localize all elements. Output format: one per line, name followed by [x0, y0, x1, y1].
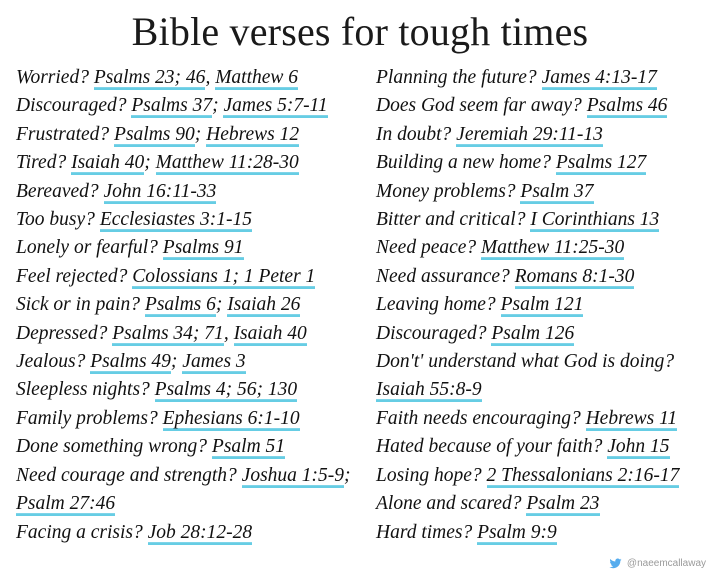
- verse-entry: [376, 405, 714, 433]
- page-title: Bible verses for tough times: [131, 9, 589, 54]
- verse-entry: [16, 206, 360, 234]
- scripture-reference-link[interactable]: Psalms 34; 71: [112, 322, 224, 344]
- verse-entry: [16, 149, 360, 177]
- verse-entry: [16, 519, 360, 547]
- verse-entry: [16, 348, 360, 376]
- verse-prompt: Too busy?: [16, 209, 95, 231]
- verse-prompt: Planning the future?: [376, 67, 537, 88]
- verse-prompt: Feel rejected?: [16, 265, 128, 287]
- verse-entry: [376, 320, 714, 348]
- verse-prompt: Depressed?: [16, 322, 108, 344]
- scripture-reference-link[interactable]: Psalm 27:46: [16, 493, 116, 515]
- scripture-reference-link[interactable]: Psalm 121: [500, 294, 584, 316]
- verse-prompt: Done something wrong?: [16, 436, 208, 458]
- scripture-reference-link[interactable]: Jeremiah 29:11-13: [456, 123, 603, 145]
- verse-entry: [16, 433, 360, 461]
- scripture-reference-link[interactable]: Matthew 6: [215, 67, 299, 88]
- verse-prompt: Discouraged?: [376, 322, 487, 344]
- verse-prompt: In doubt?: [376, 123, 452, 145]
- verse-separator: ;: [170, 351, 183, 373]
- verse-prompt: Lonely or fearful?: [16, 237, 158, 259]
- scripture-reference-link[interactable]: Hebrews 11: [585, 407, 678, 429]
- verse-prompt: Jealous?: [16, 351, 86, 373]
- scripture-reference-link[interactable]: Matthew 11:25-30: [481, 237, 625, 259]
- scripture-reference-link[interactable]: John 16:11-33: [103, 180, 217, 202]
- verse-separator: ,: [223, 322, 234, 344]
- verse-entry: [16, 178, 360, 206]
- verse-entry: [376, 433, 714, 461]
- scripture-reference-link[interactable]: Psalms 127: [555, 152, 647, 174]
- scripture-reference-link[interactable]: John 15: [607, 436, 670, 458]
- verse-columns: [10, 64, 710, 547]
- verse-prompt: Hated because of your faith?: [376, 436, 603, 458]
- verse-separator: ,: [205, 67, 216, 88]
- verse-separator: ;: [215, 294, 228, 316]
- scripture-reference-link[interactable]: Psalms 46: [586, 95, 668, 117]
- verse-prompt: Family problems?: [16, 407, 158, 429]
- verse-prompt: Need peace?: [376, 237, 477, 259]
- scripture-reference-link[interactable]: Psalm 37: [520, 180, 594, 202]
- verse-prompt: Sleepless nights?: [16, 379, 150, 401]
- scripture-reference-link[interactable]: Isaiah 40: [71, 152, 145, 174]
- scripture-reference-link[interactable]: Isaiah 55:8-9: [376, 379, 482, 401]
- verse-column-left: [10, 64, 360, 547]
- verse-prompt: Hard times?: [376, 521, 473, 543]
- verse-column-right: [364, 64, 714, 547]
- verse-separator: ;: [144, 152, 156, 174]
- scripture-reference-link[interactable]: Psalms 23; 46: [93, 67, 206, 88]
- scripture-reference-link[interactable]: James 4:13-17: [541, 67, 657, 88]
- verse-prompt: Bereaved?: [16, 180, 99, 202]
- scripture-reference-link[interactable]: Psalm 51: [211, 436, 286, 458]
- verse-prompt: Worried?: [16, 67, 89, 88]
- scripture-reference-link[interactable]: Psalms 49: [90, 351, 171, 373]
- scripture-reference-link[interactable]: Job 28:12-28: [147, 521, 253, 543]
- scripture-reference-link[interactable]: Ephesians 6:1-10: [162, 407, 300, 429]
- scripture-reference-link[interactable]: Psalms 6: [144, 294, 216, 316]
- verse-prompt: Leaving home?: [376, 294, 496, 316]
- verse-entry: [376, 64, 714, 92]
- verse-entry: [16, 405, 360, 433]
- verse-prompt: Frustrated?: [16, 123, 110, 145]
- scripture-reference-link[interactable]: Romans 8:1-30: [514, 265, 635, 287]
- verse-prompt: Does God seem far away?: [376, 95, 582, 117]
- verse-entry: [376, 178, 714, 206]
- verse-entry: [376, 519, 714, 547]
- verse-prompt: Discouraged?: [16, 95, 127, 117]
- scripture-reference-link[interactable]: Ecclesiastes 3:1-15: [99, 209, 252, 231]
- verse-separator: ;: [194, 123, 207, 145]
- verse-prompt: Alone and scared?: [376, 493, 522, 515]
- verse-entry: [376, 149, 714, 177]
- verse-separator: ;: [344, 464, 351, 486]
- verse-entry: [376, 348, 714, 405]
- verse-separator: ;: [212, 95, 224, 117]
- verse-entry: [376, 121, 714, 149]
- verse-entry: [376, 263, 714, 291]
- verse-entry: [376, 462, 714, 490]
- verse-prompt: Don't' understand what God is doing?: [376, 351, 675, 373]
- verse-entry: [16, 263, 360, 291]
- verse-entry: [16, 92, 360, 120]
- scripture-reference-link[interactable]: Matthew 11:28-30: [155, 152, 299, 174]
- verse-prompt: Facing a crisis?: [16, 521, 143, 543]
- verse-prompt: Faith needs encouraging?: [376, 407, 581, 429]
- scripture-reference-link[interactable]: I Corinthians 13: [530, 209, 660, 231]
- verse-prompt: Need courage and strength?: [16, 464, 237, 486]
- credit: [609, 557, 706, 570]
- verse-entry: [16, 291, 360, 319]
- verse-entry: [16, 64, 360, 92]
- verse-prompt: Money problems?: [376, 180, 516, 202]
- verse-entry: [16, 376, 360, 404]
- scripture-reference-link[interactable]: Psalm 9:9: [477, 521, 557, 543]
- scripture-reference-link[interactable]: Psalms 90: [114, 123, 195, 145]
- verse-prompt: Losing hope?: [376, 464, 482, 486]
- twitter-bird-icon: [609, 557, 622, 570]
- verse-prompt: Tired?: [16, 152, 67, 174]
- scripture-reference-link[interactable]: Joshua 1:5-9: [241, 464, 345, 486]
- scripture-reference-link[interactable]: Psalm 126: [491, 322, 575, 344]
- verse-prompt: Building a new home?: [376, 152, 551, 174]
- scripture-reference-link[interactable]: Psalms 91: [162, 237, 244, 259]
- verse-entry: [376, 92, 714, 120]
- scripture-reference-link[interactable]: James 3: [182, 351, 246, 373]
- verse-entry: [376, 234, 714, 262]
- scripture-reference-link[interactable]: Psalms 4; 56; 130: [154, 379, 298, 401]
- verse-entry: [16, 462, 360, 519]
- verse-entry: [16, 121, 360, 149]
- scripture-reference-link[interactable]: Psalms 37: [131, 95, 213, 117]
- scripture-reference-link[interactable]: James 5:7-11: [223, 95, 328, 117]
- scripture-reference-link[interactable]: Isaiah 40: [233, 322, 307, 344]
- scripture-reference-link[interactable]: Colossians 1; 1 Peter 1: [132, 265, 316, 287]
- verse-entry: [16, 320, 360, 348]
- verse-entry: [376, 490, 714, 518]
- scripture-reference-link[interactable]: 2 Thessalonians 2:16-17: [486, 464, 680, 486]
- scripture-reference-link[interactable]: Hebrews 12: [206, 123, 300, 145]
- credit-handle: @naeemcallaway: [626, 558, 706, 569]
- scripture-reference-link[interactable]: Psalm 23: [526, 493, 600, 515]
- scripture-reference-link[interactable]: Isaiah 26: [227, 294, 301, 316]
- verse-prompt: Need assurance?: [376, 265, 510, 287]
- verse-entry: [376, 291, 714, 319]
- verse-prompt: Sick or in pain?: [16, 294, 141, 316]
- verse-prompt: Bitter and critical?: [376, 209, 526, 231]
- verse-entry: [376, 206, 714, 234]
- verse-entry: [16, 234, 360, 262]
